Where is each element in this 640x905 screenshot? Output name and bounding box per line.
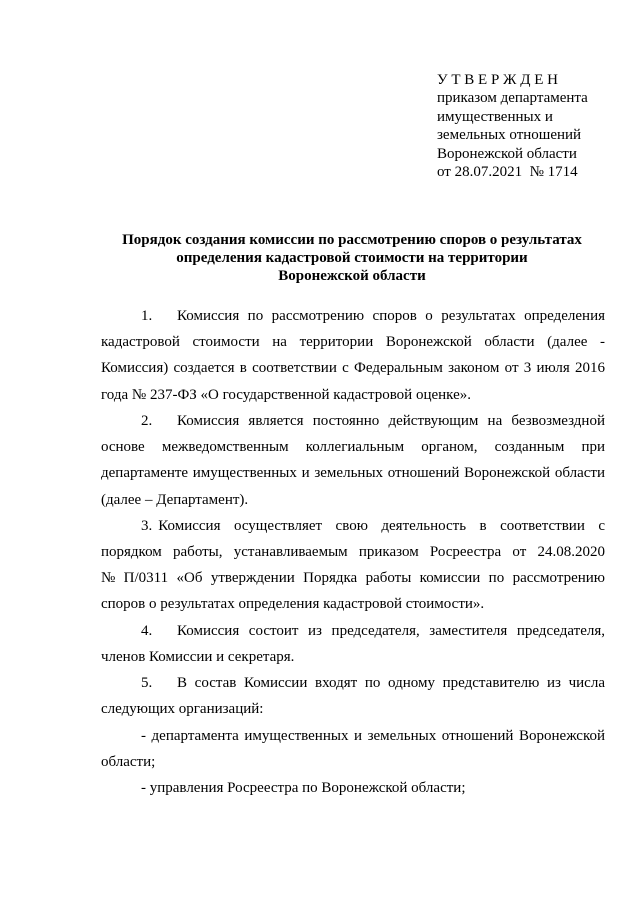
paragraph-1 — [101, 303, 605, 408]
paragraph-line — [101, 460, 605, 486]
approval-block — [437, 71, 588, 181]
paragraph-line-text: Комиссия состоит из председателя, заместителя председателя, — [177, 622, 605, 639]
document-title — [100, 231, 604, 285]
approval-heading: У Т В Е Р Ж Д Е Н — [437, 72, 558, 88]
paragraph-line — [101, 329, 605, 355]
paragraph-line-text: основе межведомственным коллегиальным органом, созданным при — [101, 439, 605, 456]
paragraph-2 — [101, 408, 605, 513]
approval-date-number: от 28.07.2021 № 1714 — [437, 163, 578, 180]
paragraph-5 — [101, 670, 605, 722]
list-item — [101, 775, 605, 801]
title-line: Порядок создания комиссии по рассмотрению споров о результатах — [122, 232, 582, 248]
paragraph-line: споров о результатах определения кадастровой стоимости». — [101, 596, 485, 613]
paragraph-line — [101, 303, 605, 329]
paragraph-number: 5. — [141, 675, 153, 692]
paragraph-line-text: № П/0311 «Об утверждении Порядка работы комиссии по рассмотрению — [101, 570, 605, 587]
paragraph-line — [101, 513, 605, 539]
paragraph-line-text: порядком работы, устанавливаемым приказом Росреестра от 24.08.2020 — [101, 543, 605, 560]
paragraph-number: 1. — [141, 308, 153, 324]
paragraph-line — [101, 618, 605, 644]
approval-line: Воронежской области — [437, 145, 577, 162]
approval-line: имущественных и — [437, 108, 553, 125]
paragraph-line-text: В состав Комиссии входят по одному представителю из числа — [177, 675, 605, 692]
list-item-line-text: - департамента имущественных и земельных отношений Воронежской — [141, 727, 605, 744]
list-item-line: - управления Росреестра по Воронежской области; — [141, 779, 466, 796]
approval-line: приказом департамента — [437, 90, 588, 107]
paragraph-4 — [101, 618, 605, 670]
paragraph-line — [101, 408, 605, 434]
document-body — [101, 303, 605, 801]
paragraph-line: года № 237-ФЗ «О государственной кадастровой оценке». — [101, 386, 471, 403]
paragraph-line: (далее – Департамент). — [101, 491, 249, 508]
paragraph-number: 4. — [141, 622, 153, 639]
title-line: Воронежской области — [278, 268, 426, 284]
paragraph-line — [101, 565, 605, 591]
list-item — [101, 723, 605, 775]
paragraph-line-text: Комиссия по рассмотрению споров о результатах определения — [177, 308, 605, 324]
paragraph-line — [101, 670, 605, 696]
paragraph-line — [101, 434, 605, 460]
paragraph-line-text: Комиссия является постоянно действующим на безвозмездной — [177, 412, 605, 429]
paragraph-line-text: Комиссия) создается в соответствии с Федеральным законом от 3 июля 2016 — [101, 360, 605, 377]
paragraph-3 — [101, 513, 605, 618]
list-item-line: области; — [101, 753, 156, 770]
paragraph-line-text: кадастровой стоимости на территории Воронежской области (далее - — [101, 334, 605, 351]
paragraph-line — [101, 355, 605, 381]
title-line: определения кадастровой стоимости на территории — [176, 250, 528, 266]
paragraph-line-text: департаменте имущественных и земельных отношений Воронежской области — [101, 465, 605, 482]
paragraph-line-text: Комиссия осуществляет свою деятельность в соответствии с — [158, 517, 605, 534]
paragraph-number: 3. — [141, 517, 153, 534]
paragraph-line — [101, 539, 605, 565]
paragraph-number: 2. — [141, 412, 153, 429]
paragraph-line: членов Комиссии и секретаря. — [101, 648, 295, 665]
approval-line: земельных отношений — [437, 127, 582, 144]
paragraph-line: следующих организаций: — [101, 701, 264, 718]
list-item-line — [101, 723, 605, 749]
